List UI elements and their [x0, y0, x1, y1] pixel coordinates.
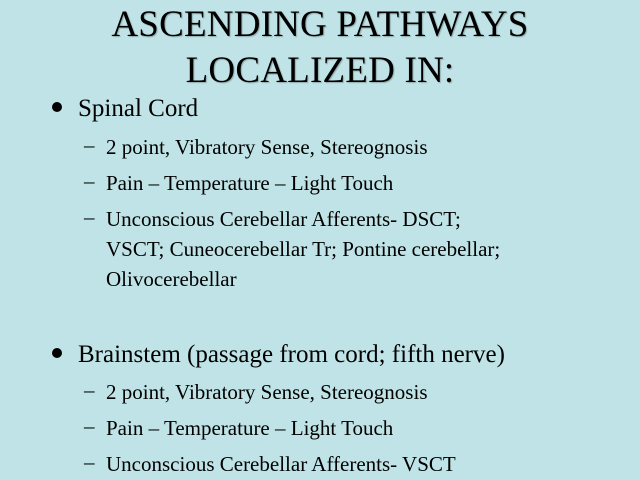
bullet-dot-icon	[52, 102, 62, 112]
sub-item-text: Pain – Temperature – Light Touch	[106, 416, 394, 440]
sub-item-text: 2 point, Vibratory Sense, Stereognosis	[106, 135, 428, 159]
bullet-heading: Spinal Cord	[78, 95, 199, 122]
sub-item-text: Pain – Temperature – Light Touch	[106, 171, 394, 195]
bullet-dot-icon	[52, 348, 62, 358]
dash-icon: –	[84, 414, 95, 438]
sub-item-text: VSCT; Cuneocerebellar Tr; Pontine cerebellar;	[106, 237, 501, 261]
sub-item-text: Olivocerebellar	[106, 267, 237, 291]
bullet-heading: Brainstem (passage from cord; fifth nerve)	[78, 341, 505, 368]
sub-item-text: 2 point, Vibratory Sense, Stereognosis	[106, 380, 428, 404]
sub-item-text: Unconscious Cerebellar Afferents- DSCT;	[106, 207, 461, 231]
slide-title-line-1: ASCENDING PATHWAYS	[111, 4, 529, 45]
slide-title-line-2: LOCALIZED IN:	[185, 50, 455, 91]
sub-item-text: Unconscious Cerebellar Afferents- VSCT	[106, 452, 456, 476]
dash-icon: –	[84, 133, 95, 157]
dash-icon: –	[84, 205, 95, 229]
dash-icon: –	[84, 169, 95, 193]
dash-icon: –	[84, 378, 95, 402]
dash-icon: –	[84, 450, 95, 474]
